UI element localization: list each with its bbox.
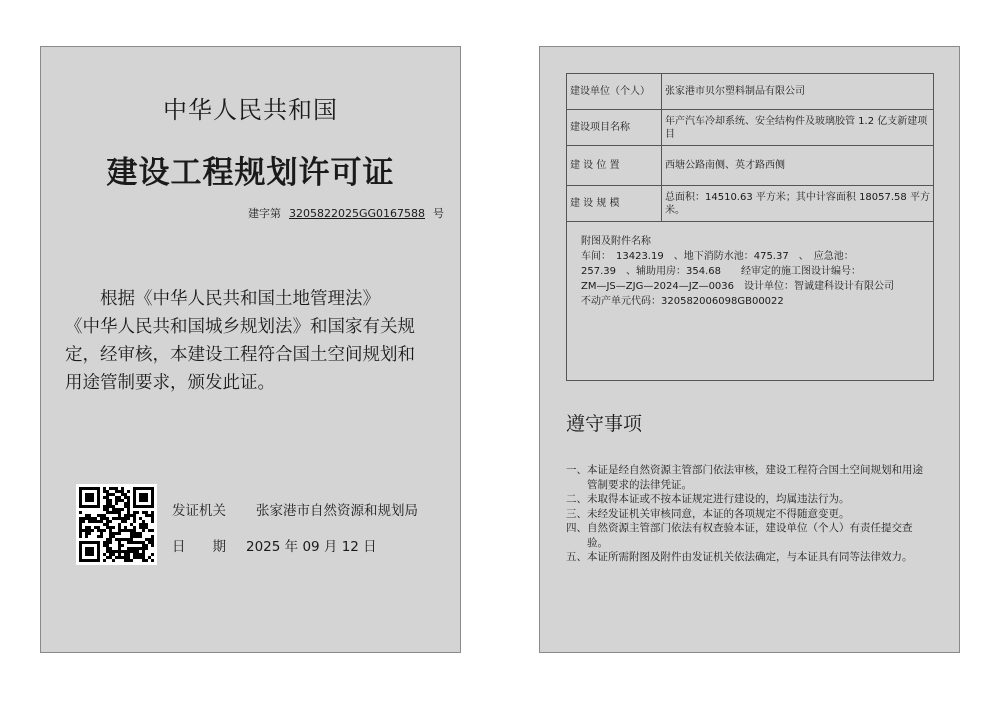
table-row xyxy=(567,186,934,222)
date-value: 2025 年 09 月 12 日 xyxy=(246,539,377,555)
certificate-title: 建设工程规划许可证 xyxy=(106,155,395,191)
notice-item xyxy=(566,521,933,550)
attachment-line: ZM—JS—ZJG—2024—JZ—0036 设计单位：智诚建科设计有限公司 xyxy=(581,281,895,292)
notice-index: 四、 xyxy=(566,522,587,534)
table-cell-label: 建设单位（个人） xyxy=(567,74,662,110)
attachments-cell xyxy=(567,222,934,381)
certificate-front-page xyxy=(40,46,461,653)
cert-suffix: 号 xyxy=(433,207,444,220)
table-cell-label: 建设项目名称 xyxy=(567,110,662,146)
table-cell-label: 建 设 规 模 xyxy=(567,186,662,222)
certificate-body xyxy=(65,285,432,397)
attachment-line: 257.39 、辅助用房：354.68 经审定的施工图设计编号： xyxy=(581,266,861,277)
notice-item xyxy=(566,463,933,492)
certificate-back-page xyxy=(539,46,960,653)
notice-item xyxy=(566,507,933,522)
notice-title: 遵守事项 xyxy=(566,413,643,435)
notice-item xyxy=(566,492,933,507)
notice-item xyxy=(566,550,933,565)
certificate-number xyxy=(248,205,444,221)
country-title: 中华人民共和国 xyxy=(163,96,338,124)
notice-index: 二、 xyxy=(566,493,587,505)
cert-prefix: 建字第 xyxy=(247,207,281,220)
table-cell-value: 年产汽车冷却系统、安全结构件及玻璃胶管 1.2 亿支新建项目 xyxy=(662,110,934,146)
notice-text: 未经发证机关审核同意，本证的各项规定不得随意变更。 xyxy=(587,507,850,520)
table-cell-value: 张家港市贝尔塑料制品有限公司 xyxy=(662,74,934,110)
table-row xyxy=(567,146,934,186)
table-cell-value: 西塘公路南侧、英才路西侧 xyxy=(662,146,934,186)
notice-index: 一、 xyxy=(566,464,587,476)
issuer-value: 张家港市自然资源和规划局 xyxy=(256,503,418,519)
attachment-line: 车间： 13423.19 、地下消防水池：475.37 、 应急池： xyxy=(581,251,854,262)
notice-list xyxy=(566,463,933,565)
notice-index: 五、 xyxy=(566,551,587,563)
attachment-line: 不动产单元代码：320582006098GB00022 xyxy=(581,296,784,307)
attachment-line: 附图及附件名称 xyxy=(581,236,651,247)
notice-text: 自然资源主管部门依法有权查验本证，建设单位（个人）有责任提交查验。 xyxy=(587,522,913,549)
table-row xyxy=(567,110,934,146)
date-label: 日 期 xyxy=(172,539,226,555)
body-line-1: 根据《中华人民共和国土地管理法》 xyxy=(100,289,380,309)
table-cell-value: 总面积：14510.63 平方米；其中计容面积 18057.58 平方米。 xyxy=(662,186,934,222)
cert-number-value: 3205822025GG0167588 xyxy=(288,207,425,220)
issuer-row xyxy=(172,499,418,519)
issuer-label: 发证机关 xyxy=(172,503,226,519)
table-row xyxy=(567,222,934,381)
body-line-2: 《中华人民共和国城乡规划法》和国家有关规定，经审核，本建设工程符合国土空间规划和用途管制要求，颁发此证。 xyxy=(65,317,415,393)
notice-text: 本证所需附图及附件由发证机关依法确定，与本证具有同等法律效力。 xyxy=(587,551,913,563)
qr-code xyxy=(76,484,157,565)
table-cell-label: 建 设 位 置 xyxy=(567,146,662,186)
notice-index: 三、 xyxy=(566,507,587,520)
notice-text: 未取得本证或不按本证规定进行建设的，均属违法行为。 xyxy=(587,493,850,505)
project-info-table xyxy=(566,73,934,381)
date-row xyxy=(172,535,377,555)
table-row xyxy=(567,74,934,110)
notice-text: 本证是经自然资源主管部门依法审核，建设工程符合国土空间规划和用途管制要求的法律凭证。 xyxy=(587,464,923,491)
